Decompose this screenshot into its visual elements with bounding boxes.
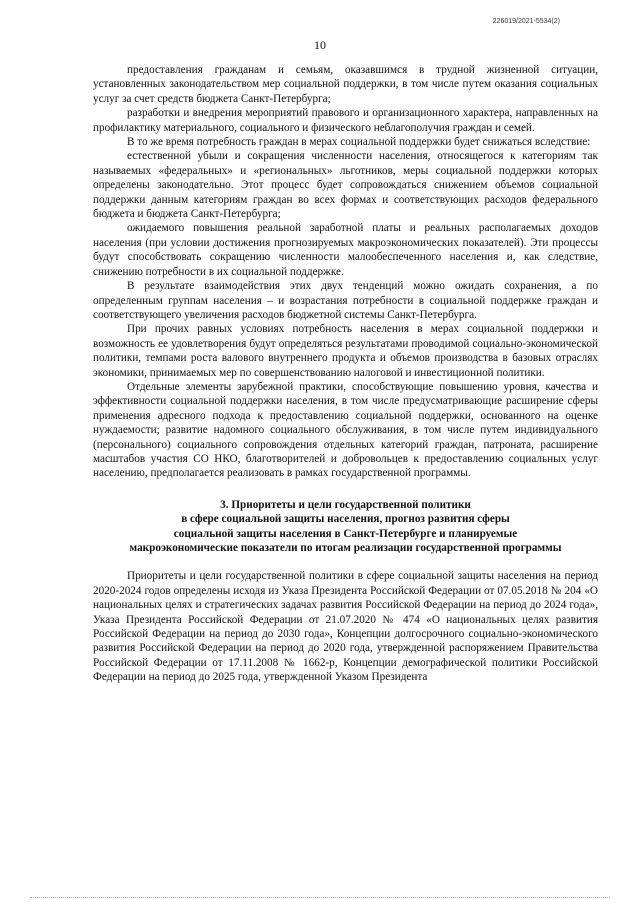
paragraph: предоставления гражданам и семьям, оказавшимся в трудной жизненной ситуации, установленных законодательством мер социальной поддержки, в том числе путем оказания социальных услуг за счет средств бюджета Санкт-Петербурга;	[93, 64, 598, 105]
section-heading-line: социальной защиты населения в Санкт-Петербурге и планируемые	[173, 527, 518, 540]
document-body	[93, 63, 598, 685]
paragraph: В то же время потребность граждан в мерах социальной поддержки будет снижаться вследствие:	[127, 136, 591, 149]
paragraph: При прочих равных условиях потребность населения в мерах социальной поддержки и возможность ее удовлетворения будут определяться результатами проводимой социально-экономической политики, темпами роста валового внутреннего продукта и объемов производства в базовых отраслях экономики, принимаемых мер по совершенствованию налоговой и инвестиционной политики.	[93, 323, 598, 379]
paragraph: разработки и внедрения мероприятий правового и организационного характера, направленных на профилактику материального, социального и физического неблагополучия граждан и семей.	[93, 107, 598, 134]
paragraph: естественной убыли и сокращения численности населения, относящегося к категориям так называемых «федеральных» и «региональных» льготников, меры социальной поддержки которых определены законодательно. Этот процесс будет сопровождаться снижением объемов социальной поддержки данным категориям граждан во всех формах и соответствующих расходов федерального бюджета и бюджета Санкт-Петербурга;	[93, 150, 598, 221]
page-number: 10	[314, 38, 326, 52]
document-id: 226019/2021-5534(2)	[492, 18, 560, 25]
paragraph: Отдельные элементы зарубежной практики, способствующие повышению уровня, качества и эффективности социальной поддержки населения, в том числе предусматривающие расширение сферы применения адресного подхода к предоставлению социальной поддержки, основанного на оценке нуждаемости; развитие надомного социального обслуживания, в том числе путем индивидуального (персонального) социального сопровождения отдельных категорий граждан, патроната, расширение масштабов участия СО НКО, благотворителей и добровольцев к предоставлению социальных услуг населению, предполагается реализовать в рамках государственной программы.	[93, 380, 598, 480]
paragraph: В результате взаимодействия этих двух тенденций можно ожидать сохранения, а по определенным группам населения – и возрастания потребности в социальной поддержке граждан и соответствующего увеличения расходов бюджетной системы Санкт-Петербурга.	[93, 280, 598, 321]
scan-edge-line	[30, 897, 610, 898]
paragraph: ожидаемого повышения реальной заработной платы и реальных располагаемых доходов населения (при условии достижения прогнозируемых макроэкономических показателей). Эти процессы будут способствовать сокращению численности малообеспеченного населения и, как следствие, снижению потребности в их социальной поддержке.	[93, 222, 598, 278]
section-heading-line: в сфере социальной защиты населения, прогноз развития сферы	[181, 513, 510, 526]
section-heading-line: макроэкономические показатели по итогам реализации государственной программы	[129, 542, 562, 554]
paragraph: Приоритеты и цели государственной политики в сфере социальной защиты населения на период 2020-2024 годов определены исходя из Указа Президента Российской Федерации от 07.05.2018 № 204 «О национальных целях и стратегических задачах развития Российской Федерации на период до 2024 года», Указа Президента Российской Федерации от 21.07.2020 № 474 «О национальных целях развития Российской Федерации на период до 2030 года», Концепции долгосрочного социально-экономического развития Российской Федерации на период до 2020 года, утвержденной распоряжением Правительства Российской Федерации от 17.11.2008 № 1662-р, Концепции демографической политики Российской Федерации на период до 2025 года, утвержденной Указом Президента	[93, 570, 598, 684]
section-heading-line: 3. Приоритеты и цели государственной политики	[220, 498, 471, 511]
section-heading	[93, 498, 598, 556]
